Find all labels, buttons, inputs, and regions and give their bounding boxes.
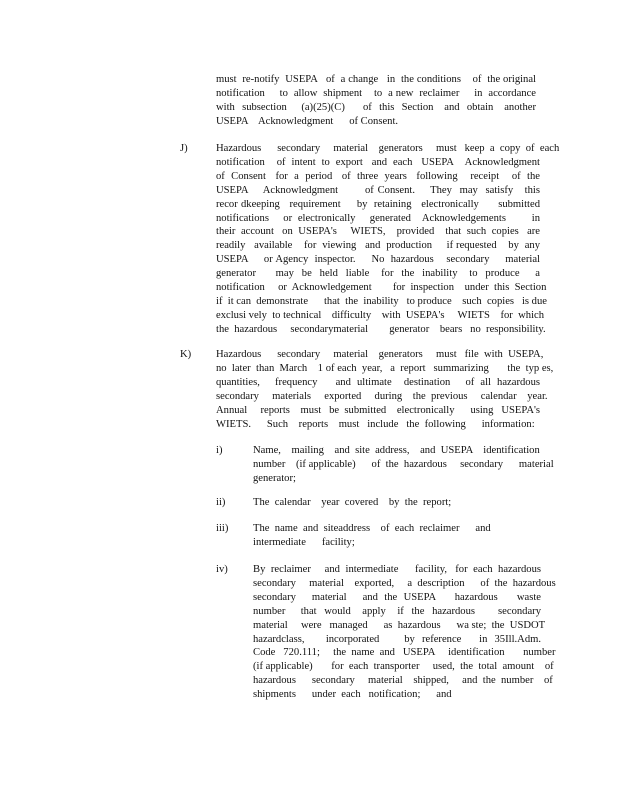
text-line: the hazardous secondarymaterial generator bears no responsibility. <box>216 323 546 335</box>
text-line: secondary material exported, a description of the hazardous <box>253 577 556 589</box>
text-line: hazardous secondary material shipped, and the number of <box>253 675 553 687</box>
subitem-ii-marker: ii) <box>216 497 226 508</box>
item-j-paragraph <box>216 142 560 337</box>
subitem-ii-paragraph <box>253 496 532 510</box>
text-line: USEPA Acknowledgment of Consent. They may satisfy this <box>216 184 540 196</box>
text-line: exclusi vely to technical difficulty with USEPA's WIETS for which <box>216 309 545 321</box>
text-line: (if applicable) for each transporter used, the total amount of <box>253 661 554 673</box>
text-line: WIETS. Such reports must include the following information: <box>216 418 535 430</box>
text-line: with subsection (a)(25)(C) of this Section and obtain another <box>216 101 536 113</box>
item-j-marker: J) <box>180 143 188 154</box>
text-line: notification to allow shipment to a new reclaimer in accordance <box>216 87 536 99</box>
subitem-i-marker: i) <box>216 445 223 456</box>
text-line: intermediate facility; <box>253 536 355 548</box>
item-k-paragraph <box>216 348 554 431</box>
text-line: of Consent for a period of three years following receipt of the <box>216 170 540 182</box>
text-line: USEPA Acknowledgment of Consent. <box>216 115 399 127</box>
subitem-iv-marker: iv) <box>216 564 228 575</box>
text-line: number (if applicable) of the hazardous secondary material <box>253 458 554 470</box>
item-k-marker: K) <box>180 349 192 360</box>
text-line: material were managed as hazardous wa ste; the USDOT <box>253 619 546 631</box>
text-line: Hazardous secondary material generators must file with USEPA, <box>216 349 544 360</box>
text-line: must re-notify USEPA of a change in the conditions of the original <box>216 74 536 85</box>
subitem-iv-paragraph <box>253 563 556 702</box>
text-line: if it can demonstrate that the inability to produce such copies is due <box>216 295 547 307</box>
text-line: number that would apply if the hazardous secondary <box>253 605 541 617</box>
text-line: Annual reports must be submitted electronically using USEPA's <box>216 404 540 416</box>
text-line: The name and siteaddress of each reclaimer and <box>253 523 491 534</box>
text-line: Name, mailing and site address, and USEPA identification <box>253 445 540 456</box>
subitem-i-paragraph <box>253 444 554 486</box>
text-line: Code 720.111; the name and USEPA identification number <box>253 647 556 659</box>
text-line: The calendar year covered by the report; <box>253 497 452 508</box>
text-line: their account on USEPA's WIETS, provided that such copies are <box>216 226 540 238</box>
text-line: generator may be held liable for the inability to produce a <box>216 268 540 280</box>
text-line: generator; <box>253 472 296 484</box>
text-line: readily available for viewing and production if requested by any <box>216 240 540 252</box>
subitem-iii-paragraph <box>253 522 491 550</box>
text-line: hazardclass, incorporated by reference in 35Ill.Adm. <box>253 633 541 645</box>
text-line: notification of intent to export and each USEPA Acknowledgment <box>216 156 540 168</box>
subitem-iii-marker: iii) <box>216 523 229 534</box>
text-line: no later than March 1 of each year, a report summarizing the typ es, <box>216 362 554 374</box>
text-line: notifications or electronically generated Acknowledgements in <box>216 212 540 224</box>
text-line: secondary material and the USEPA hazardous waste <box>253 591 541 603</box>
text-line: secondary materials exported during the previous calendar year. <box>216 390 548 402</box>
text-line: USEPA or Agency inspector. No hazardous secondary material <box>216 254 540 266</box>
text-line: shipments under each notification; and <box>253 689 452 701</box>
text-line: quantities, frequency and ultimate destination of all hazardous <box>216 376 540 388</box>
text-line: By reclaimer and intermediate facility, for each hazardous <box>253 564 541 575</box>
continuation-paragraph <box>216 73 536 129</box>
text-line: Hazardous secondary material generators must keep a copy of each <box>216 143 560 154</box>
text-line: notification or Acknowledgement for inspection under this Section <box>216 282 547 294</box>
text-line: recor dkeeping requirement by retaining electronically submitted <box>216 198 540 210</box>
